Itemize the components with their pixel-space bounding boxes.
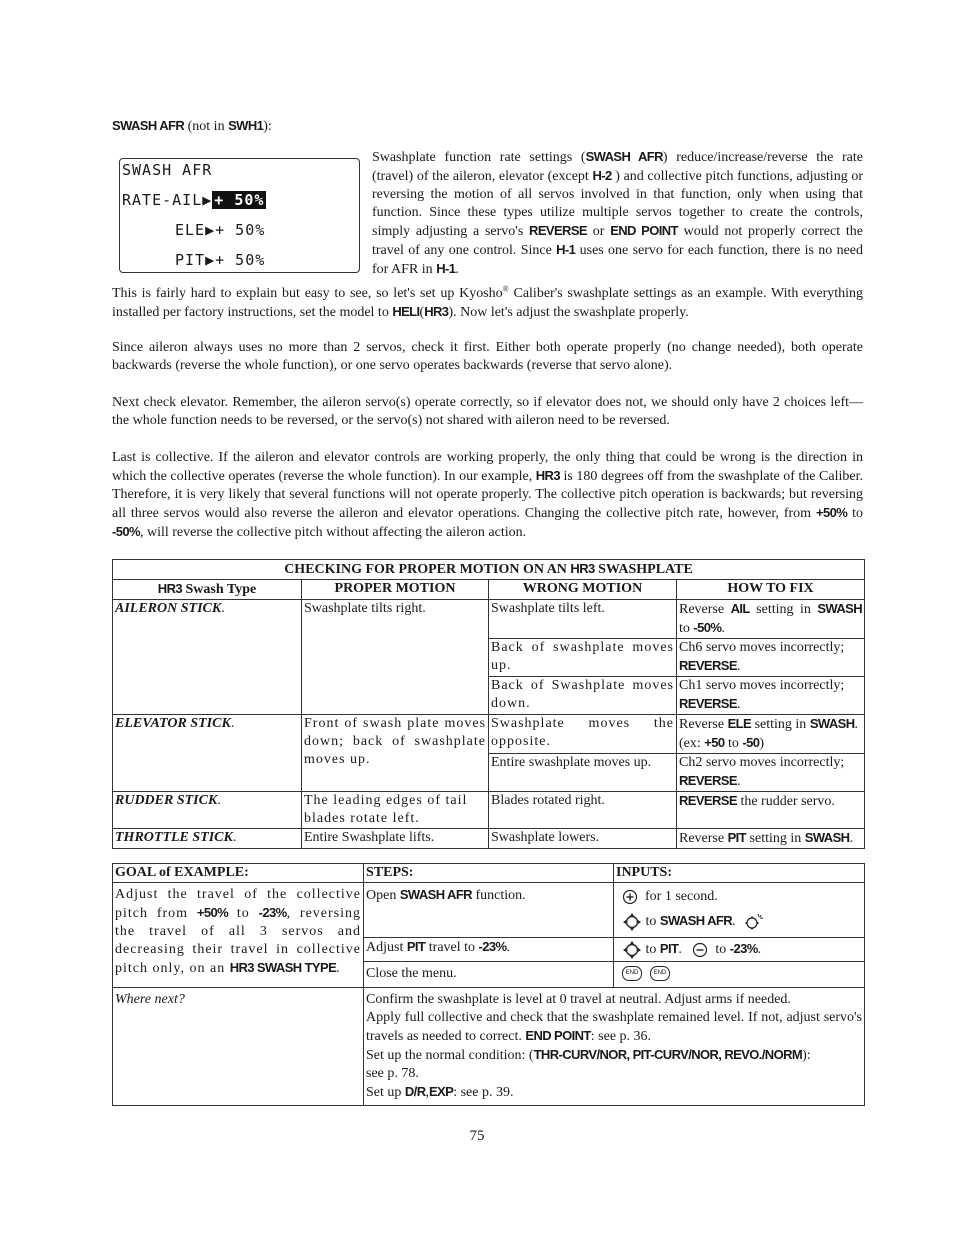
input-cell — [614, 962, 865, 988]
touch-sensor-icon — [622, 912, 642, 932]
stick-aileron: AILERON STICK. — [113, 600, 302, 715]
lcd-row-ele: ELE▶+ 50% — [175, 221, 266, 239]
table-header-row — [113, 864, 865, 883]
wrong-cell: Back of Swashplate moves down. — [489, 677, 677, 715]
header-swash-type: HR3 Swash Type — [113, 580, 302, 600]
motion-check-table — [112, 559, 865, 849]
wrong-cell: Swashplate lowers. — [489, 829, 677, 849]
wrong-cell: Blades rotated right. — [489, 792, 677, 829]
step-adjust-pit: Adjust PIT travel to -23%. — [364, 938, 614, 962]
example-steps-table — [112, 863, 865, 1106]
input-scroll-to-swash-afr: to SWASH AFR. — [622, 909, 858, 934]
wrong-cell: Swashplate tilts left. — [489, 600, 677, 639]
lcd-highlight-value: + 50% — [214, 191, 265, 209]
where-next-label: Where next? — [113, 988, 364, 1106]
page-number: 75 — [469, 1128, 485, 1144]
table-header-row — [113, 580, 865, 600]
fix-cell: Ch2 servo moves incorrectly; REVERSE. — [677, 754, 865, 792]
table-row — [113, 883, 865, 938]
table-caption-row — [113, 560, 865, 580]
header-goal: GOAL of EXAMPLE: — [113, 864, 364, 883]
wrong-cell: Swashplate moves the opposite. — [489, 715, 677, 754]
header-inputs: INPUTS: — [614, 864, 865, 883]
lcd-screen — [119, 158, 360, 273]
table-row — [113, 600, 865, 639]
goal-cell: Adjust the travel of the collective pitch from +50% to -23%, reversing the travel of all 3 servos and decreasing their travel in collective pitch only, on an HR3 SWASH TYPE. — [113, 883, 364, 988]
minus-button-icon — [692, 942, 708, 958]
paragraph-kyosho: This is fairly hard to explain but easy to see, so let's set up Kyosho® Caliber's swashplate settings as an example. With everything installed per factory instructions, set the model to HELI(HR3). Now let's adjust the swashplate properly. — [112, 284, 864, 320]
scroll-touch-icon — [743, 912, 765, 932]
header-proper-motion: PROPER MOTION — [302, 580, 489, 600]
paragraph-aileron: Since aileron always uses no more than 2 servos, check it first. Either both operate properly (no change needed), both operate backwards (reverse the whole function), or one servo operates backwards (reverse that servo alone). — [112, 340, 863, 373]
fix-cell: Ch6 servo moves incorrectly; REVERSE. — [677, 639, 865, 677]
header-steps: STEPS: — [364, 864, 614, 883]
lcd-title: SWASH AFR — [122, 161, 213, 179]
header-how-to-fix: HOW TO FIX — [677, 580, 865, 600]
touch-sensor-icon — [622, 940, 642, 960]
table-row — [113, 715, 865, 754]
proper-elevator: Front of swash plate moves down; back of swashplate moves up. — [302, 715, 489, 792]
lcd-row-rate-ail: RATE-AIL▶ + 50% — [122, 191, 265, 209]
lcd-row-pit: PIT▶+ 50% — [175, 251, 266, 269]
proper-throttle: Entire Swashplate lifts. — [302, 829, 489, 849]
table-row — [113, 829, 865, 849]
step-close-menu: Close the menu. — [364, 962, 614, 988]
section-heading: SWASH AFR (not in SWH1): — [112, 118, 272, 134]
table-row — [113, 792, 865, 829]
input-cell: to PIT. to -23%. — [614, 938, 865, 962]
proper-aileron: Swashplate tilts right. — [302, 600, 489, 715]
paragraph-elevator: Next check elevator. Remember, the aileron servo(s) operate correctly, so if elevator does not, we should only have 2 choices left—the whole function needs to be reversed, or the servo(s) not shared with aileron need to be reversed. — [112, 395, 863, 428]
fix-cell: Reverse AIL setting in SWASH to -50%. — [677, 600, 865, 639]
intro-paragraph: Swashplate function rate settings (SWASH AFR) reduce/increase/reverse the rate (travel) of the aileron, elevator (except H-2 ) and collective pitch functions, adjusting or reversing the motion of all servos involved in that function, only when using that function. Since these types utilize multiple servos together to create the controls, simply adjusting a servo's REVERSE or END POINT would not properly correct the travel of any one control. Since H-1 uses one servo for each function, there is no need for AFR in H-1. — [372, 149, 864, 277]
proper-rudder: The leading edges of tail blades rotate left. — [302, 792, 489, 829]
table-caption: CHECKING FOR PROPER MOTION ON AN HR3 SWASHPLATE — [113, 560, 865, 580]
fix-cell: Reverse ELE setting in SWASH. (ex: +50 to -50) — [677, 715, 865, 754]
stick-rudder: RUDDER STICK. — [113, 792, 302, 829]
fix-cell: REVERSE the rudder servo. — [677, 792, 865, 829]
fix-cell: Ch1 servo moves incorrectly; REVERSE. — [677, 677, 865, 715]
plus-button-icon — [622, 889, 638, 905]
paragraph-collective: Last is collective. If the aileron and elevator controls are working properly, the only thing that could be wrong is the direction in which the collective operates (reverse the whole function). In our example, HR3 is 180 degrees off from the swashplate of the Caliber. Therefore, it is very likely that several functions will not operate properly. The collective pitch operation is backwards; but reversing all three servos would also reverse the aileron and elevator operations. Changing the collective pitch rate, however, from +50% to -50%, will reverse the collective pitch without affecting the aileron action. — [112, 450, 864, 540]
stick-throttle: THROTTLE STICK. — [113, 829, 302, 849]
step-open-swash-afr: Open SWASH AFR function. — [364, 883, 614, 938]
wrong-cell: Entire swashplate moves up. — [489, 754, 677, 792]
wrong-cell: Back of swashplate moves up. — [489, 639, 677, 677]
stick-elevator: ELEVATOR STICK. — [113, 715, 302, 792]
input-press-hold: for 1 second. — [622, 885, 858, 909]
input-cell — [614, 883, 865, 938]
header-wrong-motion: WRONG MOTION — [489, 580, 677, 600]
end-button-icon: END — [622, 966, 642, 981]
next-steps-cell: Confirm the swashplate is level at 0 travel at neutral. Adjust arms if needed. Apply full collective and check that the swashplate remained level. If not, adjust servo's travels as needed to correct. END POINT: see p. 36. Set up the normal condition: (THR-CURV/NOR, PIT-CURV/NOR, REVO./NORM): see p. 78. Set up D/R,EXP: see p. 39. — [364, 988, 865, 1106]
end-button-icon: END — [650, 966, 670, 981]
fix-cell: Reverse PIT setting in SWASH. — [677, 829, 865, 849]
table-row — [113, 988, 865, 1106]
